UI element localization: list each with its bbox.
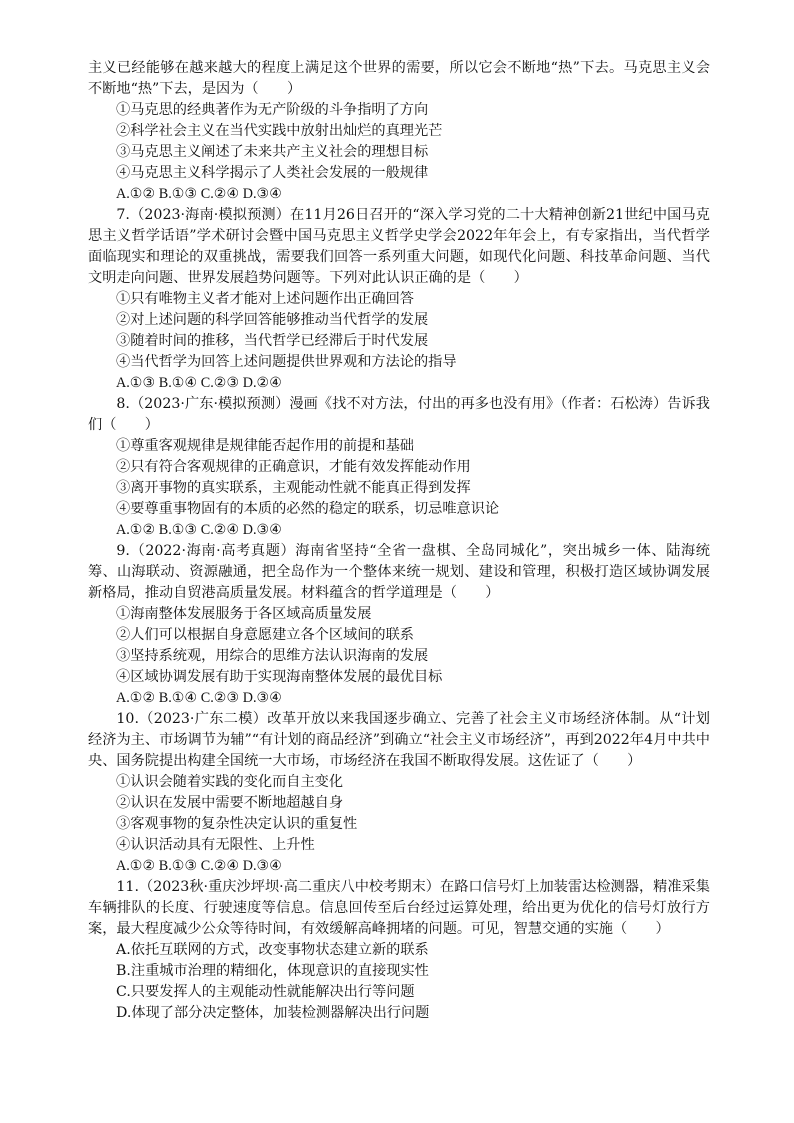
option-3: ③随着时间的推移，当代哲学已经滞后于时代发展 [116, 333, 429, 349]
question-9 [88, 541, 710, 709]
answer-choices: A.①② B.①③ C.②④ D.③④ [116, 522, 282, 538]
answer-choices: A.①② B.①④ C.②③ D.③④ [116, 690, 282, 706]
question-stem: 11.（2023秋·重庆沙坪坝·高二重庆八中校考期末）在路口信号灯上加装雷达检测器，精准采集车辆排队的长度、行驶速度等信息。信息回传至后台经过运算处理，给出更为优化的信号灯放行方案，最大程度减少公众等待时间，有效缓解高峰拥堵的问题。可见，智慧交通的实施（ ） [88, 879, 710, 937]
option-3: ③马克思主义阐述了未来共产主义社会的理想目标 [116, 144, 429, 160]
option-1: ①认识会随着实践的变化而自主变化 [116, 774, 344, 790]
option-1: ①只有唯物主义者才能对上述问题作出正确回答 [116, 291, 414, 307]
answer-choices: A.①② B.①③ C.②④ D.③④ [116, 858, 282, 874]
option-4: ④马克思主义科学揭示了人类社会发展的一般规律 [116, 165, 429, 181]
option-a: A.依托互联网的方式，改变事物状态建立新的联系 [116, 942, 429, 958]
question-stem: 7.（2023·海南·模拟预测）在11月26日召开的“深入学习党的二十大精神创新21世纪中国马克思主义哲学话语”学术研讨会暨中国马克思主义哲学史学会2022年年会上，有专家指出，当代哲学面临现实和理论的双重挑战，需要我们回答一系列重大问题，如现代化问题、科技革命问题、当代文明走向问题、世界发展趋势问题等。下列对此认识正确的是（ ） [88, 207, 710, 286]
option-1: ①尊重客观规律是规律能否起作用的前提和基础 [116, 438, 414, 454]
option-2: ②人们可以根据自身意愿建立各个区域间的联系 [116, 627, 414, 643]
question-8 [88, 394, 710, 541]
option-4: ④区域协调发展有助于实现海南整体发展的最优目标 [116, 669, 443, 685]
intro-question [88, 58, 710, 205]
intro-text: 主义已经能够在越来越大的程度上满足这个世界的需要，所以它会不断地“热”下去。马克思主义会不断地“热”下去，是因为（ ） [88, 60, 710, 97]
option-4: ④要尊重事物固有的本质的必然的稳定的联系，切忌唯意识论 [116, 501, 500, 517]
question-stem: 10.（2023·广东二模）改革开放以来我国逐步确立、完善了社会主义市场经济体制。从“计划经济为主、市场调节为辅”“有计划的商品经济”到确立“社会主义市场经济”，再到2022年4月中共中央、国务院提出构建全国统一大市场，市场经济在我国不断取得发展。这佐证了（ ） [88, 711, 710, 769]
option-2: ②认识在发展中需要不断地超越自身 [116, 795, 344, 811]
option-3: ③离开事物的真实联系，主观能动性就不能真正得到发挥 [116, 480, 471, 496]
question-stem: 9.（2022·海南·高考真题）海南省坚持“全省一盘棋、全岛同城化”，突出城乡一体、陆海统筹、山海联动、资源融通，把全岛作为一个整体来统一规划、建设和管理，积极打造区域协调发展新格局，推动自贸港高质量发展。材料蕴含的哲学道理是（ ） [88, 543, 710, 601]
option-4: ④认识活动具有无限性、上升性 [116, 837, 315, 853]
option-2: ②只有符合客观规律的正确意识，才能有效发挥能动作用 [116, 459, 471, 475]
question-10 [88, 709, 710, 877]
option-2: ②对上述问题的科学回答能够推动当代哲学的发展 [116, 312, 429, 328]
question-7 [88, 205, 710, 394]
option-c: C.只要发挥人的主观能动性就能解决出行等问题 [116, 984, 415, 1000]
option-1: ①海南整体发展服务于各区域高质量发展 [116, 606, 372, 622]
option-b: B.注重城市治理的精细化，体现意识的直接现实性 [116, 963, 429, 979]
question-content [88, 58, 710, 1024]
option-d: D.体现了部分决定整体，加装检测器解决出行问题 [116, 1005, 430, 1021]
option-1: ①马克思的经典著作为无产阶级的斗争指明了方向 [116, 102, 429, 118]
question-11 [88, 877, 710, 1024]
question-stem: 8.（2023·广东·模拟预测）漫画《找不对方法，付出的再多也没有用》（作者：石松涛）告诉我们（ ） [88, 396, 710, 433]
answer-choices: A.①③ B.①④ C.②③ D.②④ [116, 375, 282, 391]
option-2: ②科学社会主义在当代实践中放射出灿烂的真理光芒 [116, 123, 443, 139]
option-4: ④当代哲学为回答上述问题提供世界观和方法论的指导 [116, 354, 457, 370]
answer-choices: A.①② B.①③ C.②④ D.③④ [116, 186, 282, 202]
option-3: ③客观事物的复杂性决定认识的重复性 [116, 816, 358, 832]
option-3: ③坚持系统观，用综合的思维方法认识海南的发展 [116, 648, 429, 664]
